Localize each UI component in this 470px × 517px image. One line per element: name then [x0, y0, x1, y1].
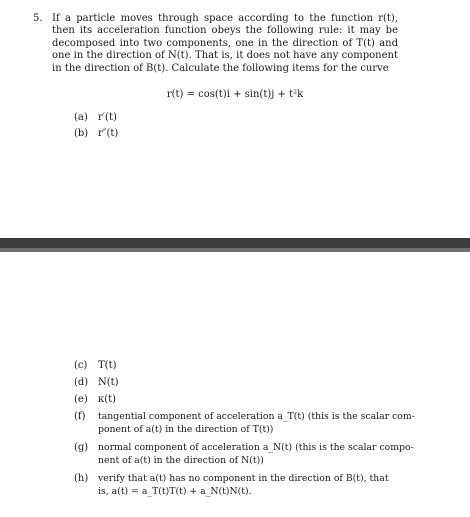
part-d: [74, 377, 394, 391]
part-text: T(t): [98, 360, 117, 371]
part-text-line2: is, a(t) = a_T(t)T(t) + a_N(t)N(t).: [98, 486, 252, 497]
part-g: [74, 442, 414, 472]
page-separator: [0, 238, 470, 248]
part-text: r′(t): [98, 112, 117, 123]
problem-intro: If a particle moves through space according to the function r(t), then its acceleration function obeys the following rule: it may be decomposed into two components, one in the direction of T(t) and one in the direction of N(t). That is, it does not have any component in the direction of B(t). Calculate the following items for the curve: [52, 13, 398, 74]
page-separator-shadow: [0, 248, 470, 252]
part-h: [74, 473, 404, 503]
part-text-line1: verify that a(t) has no component in the direction of B(t), that: [98, 473, 389, 484]
part-a: [74, 112, 374, 126]
part-label: (c): [74, 360, 88, 371]
part-label: (d): [74, 377, 89, 388]
part-e: [74, 394, 394, 408]
part-text-line2: nent of a(t) in the direction of N(t)): [98, 455, 264, 466]
part-text: κ(t): [98, 394, 117, 405]
part-label: (g): [74, 442, 89, 453]
part-text: N(t): [98, 377, 119, 388]
part-b: [74, 128, 374, 142]
part-label: (e): [74, 394, 88, 405]
part-c: [74, 360, 394, 374]
part-text-line2: ponent of a(t) in the direction of T(t)): [98, 424, 274, 435]
part-label: (b): [74, 128, 89, 139]
problem-number: 5.: [33, 13, 43, 24]
part-text-line1: normal component of acceleration a_N(t) (this is the scalar compo-: [98, 442, 414, 453]
part-f: [74, 411, 415, 441]
part-text: r″(t): [98, 128, 119, 139]
part-label: (a): [74, 112, 88, 123]
curve-equation: r(t) = cos(t)i + sin(t)j + t²k: [166, 89, 304, 100]
part-label: (h): [74, 473, 89, 484]
part-label: (f): [74, 411, 86, 422]
part-text-line1: tangential component of acceleration a_T(t) (this is the scalar com-: [98, 411, 415, 422]
